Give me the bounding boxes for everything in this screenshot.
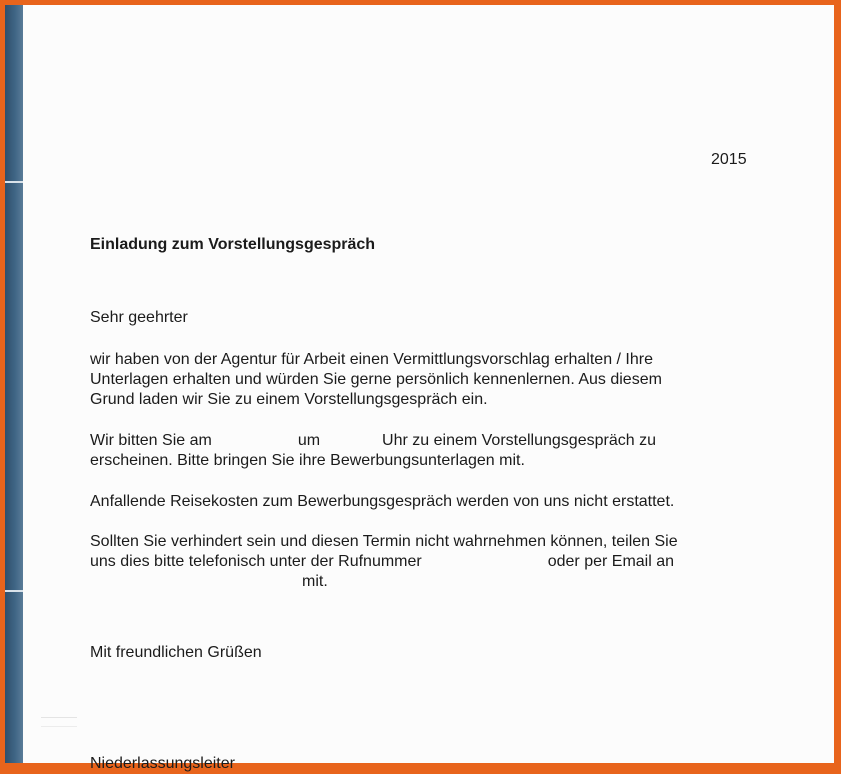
scanned-letter-page: [5, 5, 834, 772]
paragraph-line: [90, 552, 678, 572]
paragraph-appointment: [90, 431, 656, 471]
paragraph-line: Grund laden wir Sie zu einem Vorstellungsgespräch ein.: [90, 391, 488, 408]
letter-subject: Einladung zum Vorstellungsgespräch: [90, 236, 376, 253]
edge-mark: [5, 181, 23, 183]
paragraph-invitation: [90, 350, 662, 410]
paragraph-line: erscheinen. Bitte bringen Sie ihre Bewerbungsunterlagen mit.: [90, 452, 525, 469]
paragraph-line: Unterlagen erhalten und würden Sie gerne persönlich kennenlernen. Aus diesem: [90, 371, 662, 388]
appointment-text: um: [297, 432, 321, 449]
appointment-text: Wir bitten Sie am: [90, 432, 212, 449]
signature-title-cut-off: [90, 754, 250, 772]
letter-salutation: Sehr geehrter: [90, 309, 188, 326]
edge-mark: [5, 590, 23, 592]
contact-text: oder per Email an: [547, 553, 675, 570]
signature-title: Niederlassungsleiter: [90, 755, 235, 772]
paragraph-contact: [90, 532, 678, 592]
letter-closing: Mit freundlichen Grüßen: [90, 644, 262, 661]
paragraph-line: wir haben von der Agentur für Arbeit einen Vermittlungsvorschlag erhalten / Ihre: [90, 351, 653, 368]
binding-edge: [5, 5, 23, 763]
contact-text: mit.: [302, 573, 328, 590]
paragraph-line: Sollten Sie verhindert sein und diesen Termin nicht wahrnehmen können, teilen Sie: [90, 533, 678, 550]
scan-artifact: [41, 717, 77, 727]
paragraph-line: [90, 572, 678, 592]
letter-date: 2015: [711, 151, 747, 168]
paragraph-travel-costs: Anfallende Reisekosten zum Bewerbungsgespräch werden von uns nicht erstattet.: [90, 493, 675, 510]
paragraph-line: [90, 431, 656, 451]
appointment-text: Uhr zu einem Vorstellungsgespräch zu: [382, 432, 656, 449]
contact-text: uns dies bitte telefonisch unter der Rufnummer: [90, 553, 422, 570]
